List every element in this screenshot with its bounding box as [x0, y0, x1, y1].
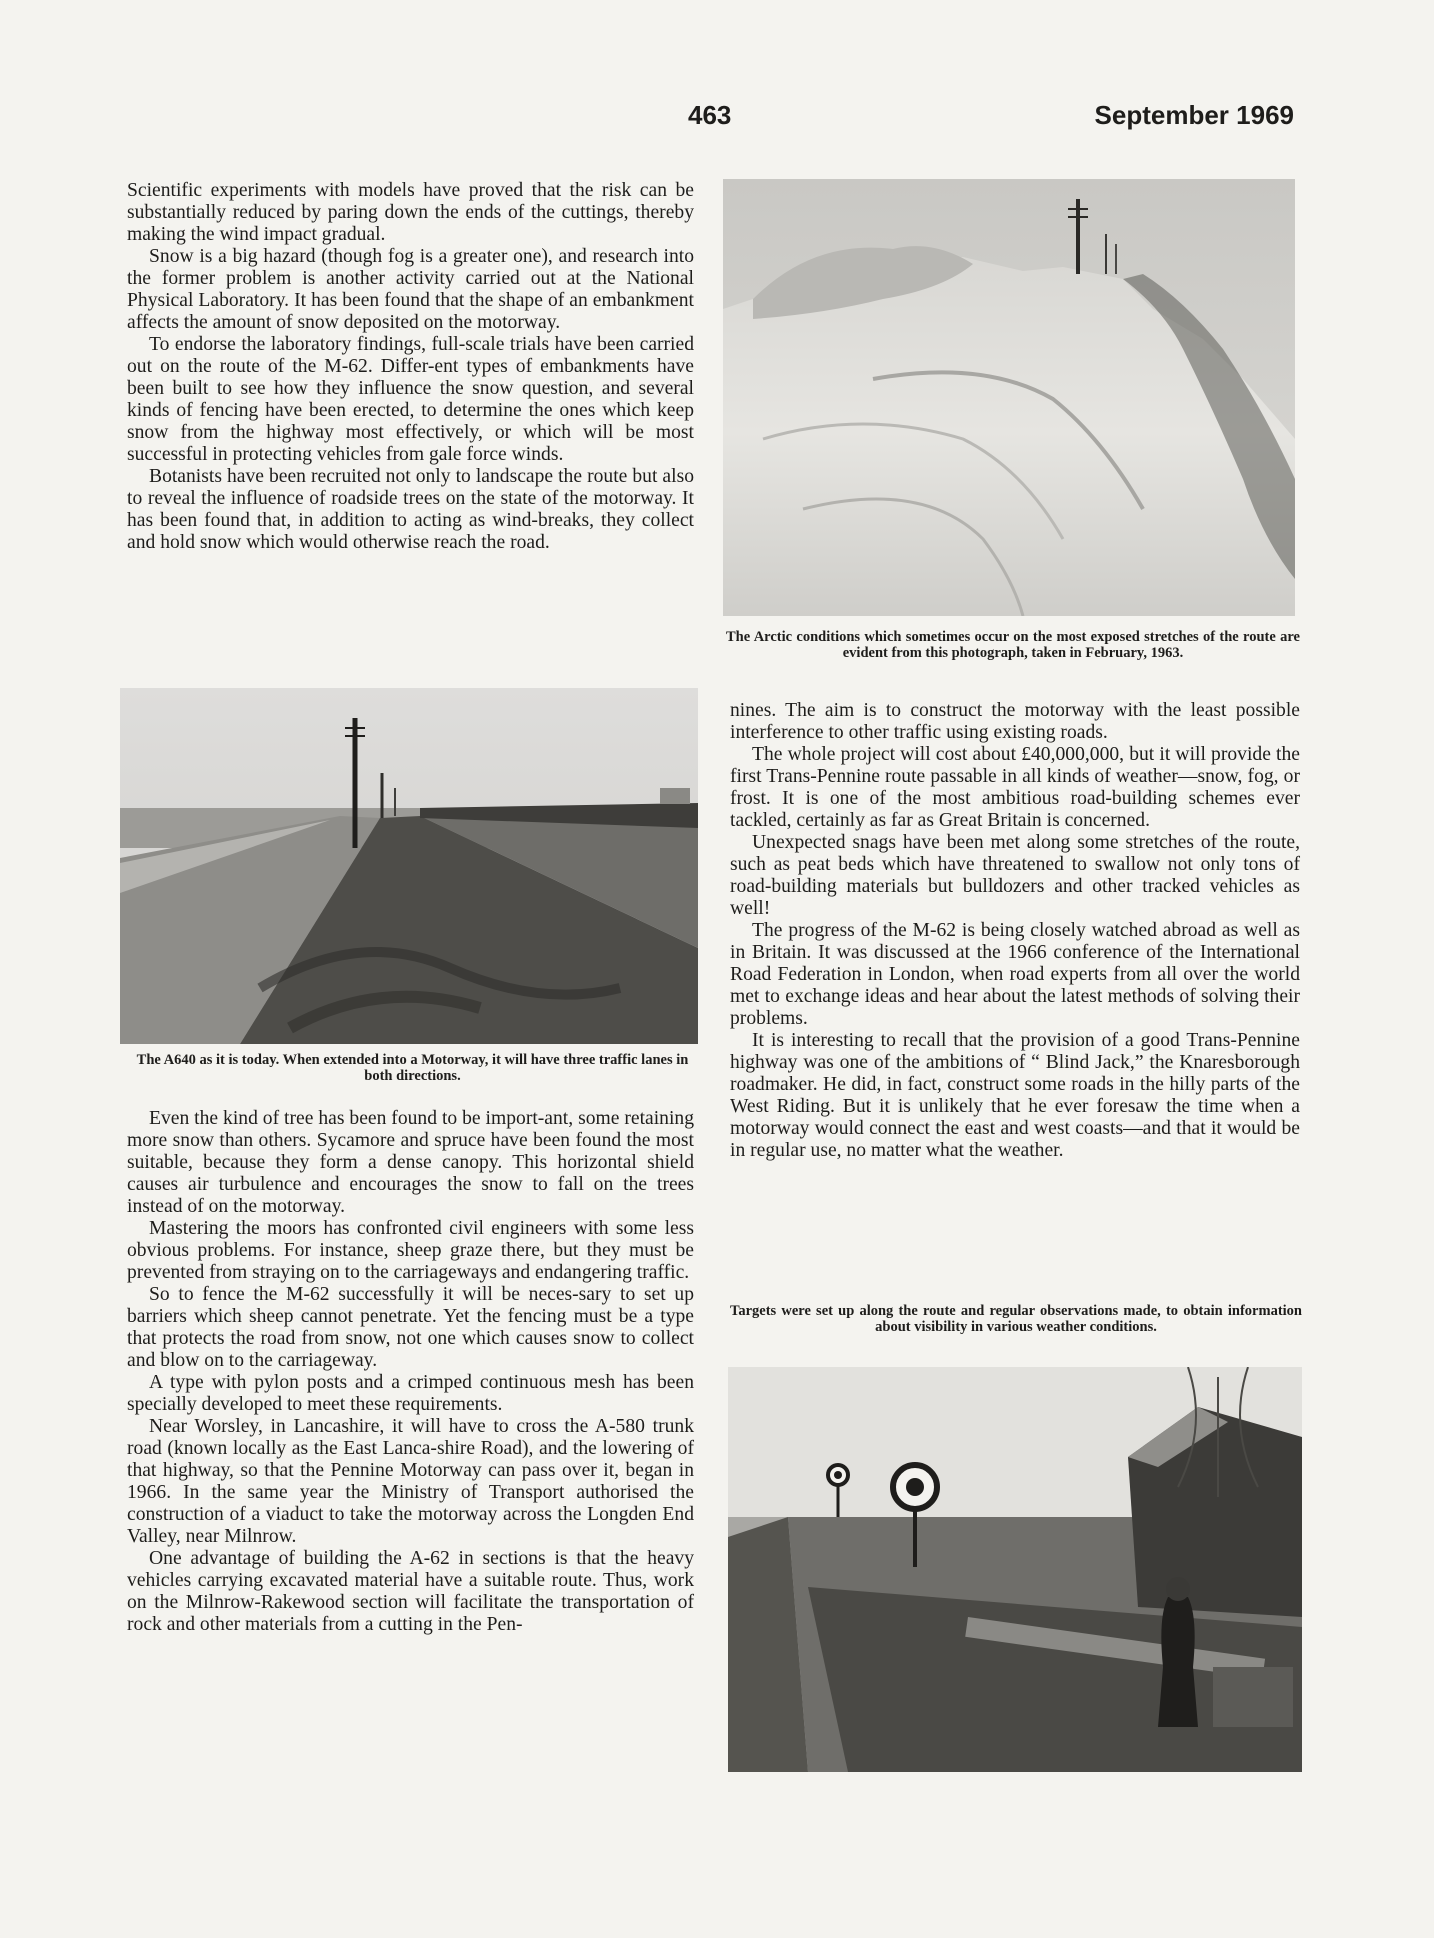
snow-photo-caption: The Arctic conditions which sometimes occur on the most exposed stretches of the route are evident from this photograph, taken in February, 1963.	[726, 629, 1300, 661]
paragraph: Mastering the moors has confronted civil engineers with some less obvious problems. For instance, sheep graze there, but they must be prevented from straying on to the carriageways and endangering traffic.	[127, 1218, 694, 1283]
right-column-text	[730, 700, 1300, 1162]
paragraph: So to fence the M-62 successfully it will be neces-sary to set up barriers which sheep cannot penetrate. Yet the fencing must be a type that protects the road from snow, not one which causes snow to collect and blow on to the carriageway.	[127, 1284, 694, 1371]
paragraph: Unexpected snags have been met along some stretches of the route, such as peat beds which have threatened to swallow not only tons of road-building materials but bulldozers and other tracked vehicles as well!	[730, 832, 1300, 919]
targets-photo	[728, 1367, 1302, 1772]
paragraph: Snow is a big hazard (though fog is a greater one), and research into the former problem is another activity carried out at the National Physical Laboratory. It has been found that the shape of an embankment affects the amount of snow deposited on the motorway.	[127, 246, 694, 333]
paragraph: To endorse the laboratory findings, full-scale trials have been carried out on the route of the M-62. Differ-ent types of embankments have been built to see how they influence the snow question, and several kinds of fencing have been erected, to determine the ones which keep snow from the highway most effectively, or which will be most successful in protecting vehicles from gale force winds.	[127, 334, 694, 465]
paragraph: Scientific experiments with models have proved that the risk can be substantially reduced by paring down the ends of the cuttings, thereby making the wind impact gradual.	[127, 180, 694, 245]
road-photo-caption: The A640 as it is today. When extended into a Motorway, it will have three traffic lanes in both directions.	[136, 1052, 689, 1084]
page-number: 463	[688, 100, 732, 130]
paragraph: The whole project will cost about £40,000,000, but it will provide the first Trans-Pennine route passable in all kinds of weather—snow, fog, or frost. It is one of the most ambitious road-building schemes ever tackled, certainly as far as Great Britain is concerned.	[730, 744, 1300, 831]
snow-photo	[723, 179, 1295, 616]
road-photo	[120, 688, 698, 1044]
left-column-bottom-text	[127, 1108, 694, 1636]
paragraph: The progress of the M-62 is being closely watched abroad as well as in Britain. It was discussed at the 1966 conference of the International Road Federation in London, when road experts from all over the world met to exchange ideas and hear about the latest methods of solving their problems.	[730, 920, 1300, 1029]
paragraph: Even the kind of tree has been found to be import-ant, some retaining more snow than others. Sycamore and spruce have been found the most suitable, because they form a dense canopy. This horizontal shield causes air turbulence and encourages the snow to fall on the trees instead of on the motorway.	[127, 1108, 694, 1217]
issue-date: September 1969	[1094, 100, 1294, 130]
targets-photo-caption: Targets were set up along the route and regular observations made, to obtain information about visibility in various weather conditions.	[730, 1303, 1302, 1335]
paragraph: Botanists have been recruited not only to landscape the route but also to reveal the influence of roadside trees on the state of the motorway. It has been found that, in addition to acting as wind-breaks, they collect and hold snow which would otherwise reach the road.	[127, 466, 694, 553]
paragraph: nines. The aim is to construct the motorway with the least possible interference to other traffic using existing roads.	[730, 700, 1300, 743]
paragraph: A type with pylon posts and a crimped continuous mesh has been specially developed to meet these requirements.	[127, 1372, 694, 1415]
paragraph: It is interesting to recall that the provision of a good Trans-Pennine highway was one of the ambitions of “ Blind Jack,” the Knaresborough roadmaker. He did, in fact, construct some roads in the hilly parts of the West Riding. But it is unlikely that he ever foresaw the time when a motorway would connect the east and west coasts—and that it would be in regular use, no matter what the weather.	[730, 1030, 1300, 1161]
paragraph: Near Worsley, in Lancashire, it will have to cross the A-580 trunk road (known locally as the East Lanca-shire Road), and the lowering of that highway, so that the Pennine Motorway can pass over it, began in 1966. In the same year the Ministry of Transport authorised the construction of a viaduct to take the motorway across the Longden End Valley, near Milnrow.	[127, 1416, 694, 1547]
paragraph: One advantage of building the A-62 in sections is that the heavy vehicles carrying excavated material have a suitable route. Thus, work on the Milnrow-Rakewood section will facilitate the transportation of rock and other materials from a cutting in the Pen-	[127, 1548, 694, 1635]
left-column-top-text	[127, 180, 694, 554]
